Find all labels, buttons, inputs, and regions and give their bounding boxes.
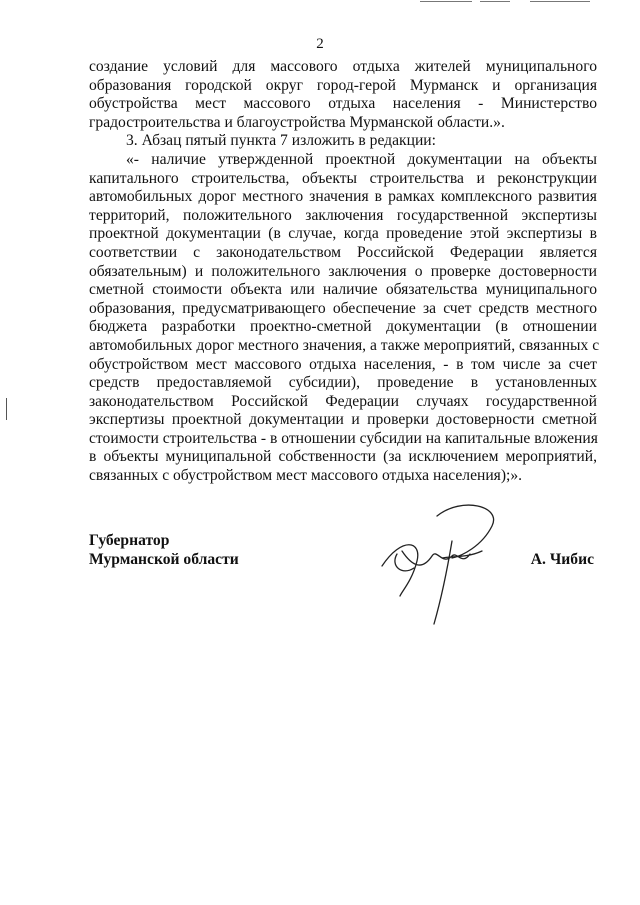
scan-mark bbox=[530, 1, 590, 2]
body-line: соответствии с законодательством Российской Федерации является bbox=[89, 243, 597, 261]
body-line: капитального строительства, объекты строительства и реконструкции bbox=[89, 169, 597, 187]
body-line: автомобильных дорог местного значения в рамках комплексного развития bbox=[89, 188, 597, 206]
signatory-title-line2: Мурманской области bbox=[89, 551, 239, 568]
body-line: градостроительства и благоустройства Мурманской области.». bbox=[89, 113, 505, 131]
body-line: обязательным) и положительного заключения о проверке достоверности bbox=[89, 262, 597, 280]
body-line: территорий, положительного заключения государственной экспертизы bbox=[89, 206, 597, 224]
body-line: стоимости строительства - в отношении субсидии на капитальные вложения bbox=[89, 429, 598, 447]
body-line: связанных с обустройством мест массового отдыха населения);». bbox=[89, 467, 523, 485]
body-line: сметной стоимости объекта или наличие обязательства муниципального bbox=[89, 281, 597, 299]
body-line: бюджета разработки проектно-сметной документации (в отношении bbox=[89, 318, 597, 336]
handwritten-signature bbox=[342, 496, 522, 626]
page-number: 2 bbox=[316, 36, 324, 52]
body-line: образования городской округ город-герой Мурманск и организация bbox=[89, 76, 597, 94]
body-line: законодательством Российской Федерации случаях государственной bbox=[89, 392, 597, 410]
body-line: образования, предусматривающего обеспечение за счет средств местного bbox=[89, 299, 597, 317]
signatory-name: А. Чибис bbox=[530, 551, 594, 568]
left-scan-mark bbox=[6, 398, 7, 420]
signatory-title-line1: Губернатор bbox=[89, 532, 170, 549]
signatory-title bbox=[89, 531, 239, 569]
body-line: 3. Абзац пятый пункта 7 изложить в редакции: bbox=[126, 132, 436, 150]
body-line: проектной документации (в случае, когда проведение этой экспертизы в bbox=[89, 225, 597, 243]
scan-mark bbox=[480, 1, 510, 2]
body-line: создание условий для массового отдыха жителей муниципального bbox=[89, 58, 597, 75]
body-line: обустройством мест массового отдыха населения, - в том числе за счет bbox=[89, 355, 597, 373]
document-body bbox=[89, 58, 600, 486]
body-line: в объекты муниципальной собственности (за исключением мероприятий, bbox=[89, 448, 597, 466]
body-line: автомобильных дорог местного значения, а также мероприятий, связанных с bbox=[89, 336, 600, 354]
body-line: обустройства мест массового отдыха населения - Министерство bbox=[89, 95, 597, 113]
scan-mark bbox=[420, 1, 472, 2]
top-scan-marks bbox=[380, 0, 640, 4]
body-line: «- наличие утвержденной проектной документации на объекты bbox=[126, 150, 597, 168]
body-line: средств предоставляемой субсидии), проведение в установленных bbox=[89, 374, 597, 392]
body-line: экспертизы проектной документации и проверки достоверности сметной bbox=[89, 411, 597, 429]
